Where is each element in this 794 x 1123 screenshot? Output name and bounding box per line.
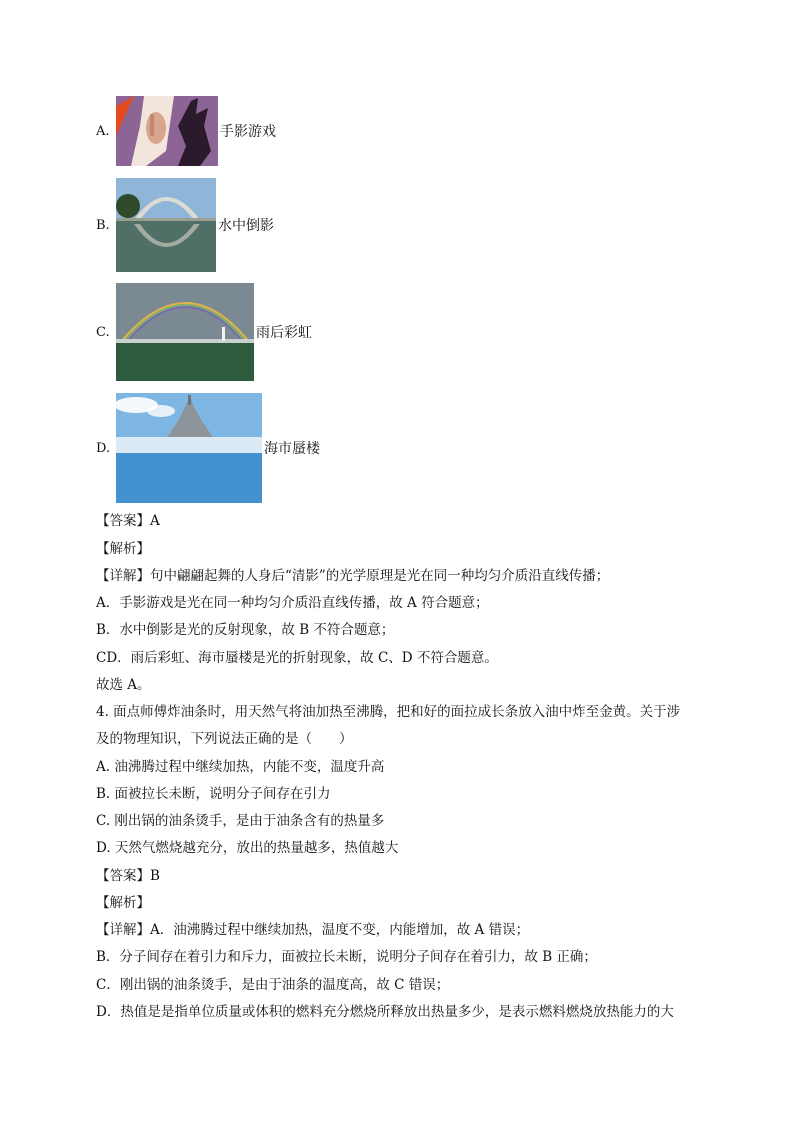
q4-stem: 及的物理知识，下列说法正确的是（ ） <box>96 731 353 747</box>
q3-detail: 【详解】句中翩翩起舞的人身后“清影”的光学原理是光在同一种均匀介质沿直线传播； <box>96 568 610 584</box>
q4-answer: 【答案】B <box>96 868 160 884</box>
option-caption: 水中倒影 <box>218 218 274 234</box>
option-a <box>96 96 276 166</box>
option-caption: 手影游戏 <box>220 124 276 140</box>
q3-line: A．手影游戏是光在同一种均匀介质沿直线传播，故 A 符合题意； <box>96 595 489 611</box>
q4-analysis-heading: 【解析】 <box>96 895 150 911</box>
option-letter: C. <box>96 324 110 340</box>
q4-choice: D. 天然气燃烧越充分，放出的热量越多，热值越大 <box>96 840 399 856</box>
q4-line: B．分子间存在着引力和斥力，面被拉长未断，说明分子间存在着引力，故 B 正确； <box>96 949 597 965</box>
q4-stem: 4. 面点师傅炸油条时，用天然气将油加热至沸腾，把和好的面拉成长条放入油中炸至金黄。关于涉 <box>96 704 681 720</box>
rainbow-image <box>116 283 254 381</box>
option-c <box>96 283 312 381</box>
q4-choice: A. 油沸腾过程中继续加热，内能不变，温度升高 <box>96 759 385 775</box>
q4-line: D．热值是是指单位质量或体积的燃料充分燃烧所释放出热量多少，是表示燃料燃烧放热能力的大 <box>96 1004 674 1020</box>
q3-answer: 【答案】A <box>96 513 160 529</box>
option-letter: A. <box>96 123 110 139</box>
q3-line: B．水中倒影是光的反射现象，故 B 不符合题意； <box>96 622 395 638</box>
q3-conclusion: 故选 A。 <box>96 677 151 693</box>
q3-analysis-heading: 【解析】 <box>96 541 150 557</box>
option-b <box>96 178 274 272</box>
option-d <box>96 393 320 503</box>
option-letter: D. <box>96 440 111 456</box>
option-caption: 雨后彩虹 <box>256 325 312 341</box>
mirage-image <box>116 393 262 503</box>
bridge-reflection-image <box>116 178 216 272</box>
option-caption: 海市蜃楼 <box>264 441 320 457</box>
hand-shadow-image <box>116 96 218 166</box>
q3-line: CD．雨后彩虹、海市蜃楼是光的折射现象，故 C、D 不符合题意。 <box>96 650 498 666</box>
q4-detail: 【详解】A．油沸腾过程中继续加热，温度不变，内能增加，故 A 错误； <box>96 922 530 938</box>
q4-choice: C. 刚出锅的油条烫手，是由于油条含有的热量多 <box>96 813 385 829</box>
q4-choice: B. 面被拉长未断，说明分子间存在引力 <box>96 786 331 802</box>
q4-line: C．刚出锅的油条烫手，是由于油条的温度高，故 C 错误； <box>96 977 450 993</box>
option-letter: B. <box>96 217 110 233</box>
